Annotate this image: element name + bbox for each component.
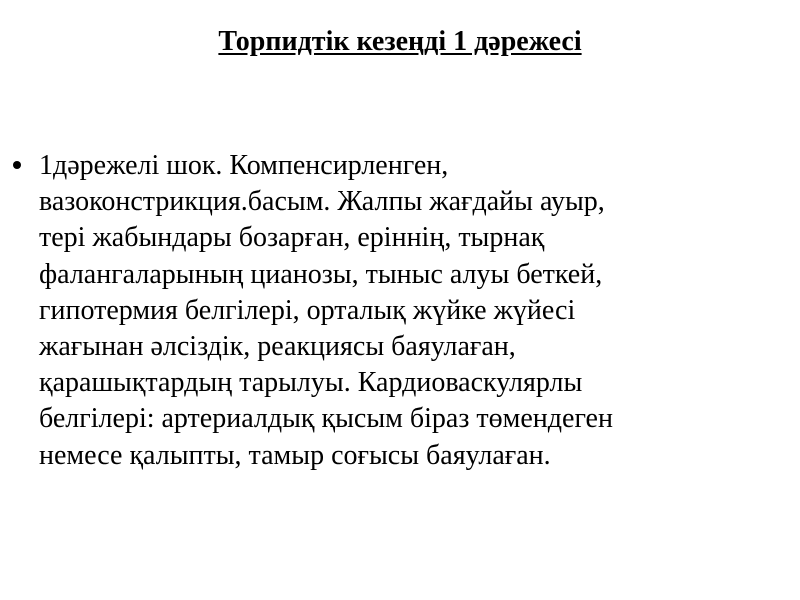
slide-title: Торпидтік кезеңді 1 дәрежесі [218,26,582,57]
bullet-point-icon [13,161,21,169]
bullet-item [0,148,800,474]
bullet-text: 1дәрежелі шок. Компенсирленген, вазоконстрикция.басым. Жалпы жағдайы ауыр, тері жабындары бозарған, еріннің, тырнақ фалангаларының цианозы, тыныс алуы беткей, гипотермия белгілері, орталық жүйке жүйесі жағынан әлсіздік, реакциясы баяулаған, қарашықтардың тарылуы. Кардиоваскулярлы белгілері: артериалдық қысым біраз төмендеген немесе қалыпты, тамыр соғысы баяулаған. [39,150,613,471]
bullet-list [0,148,800,474]
